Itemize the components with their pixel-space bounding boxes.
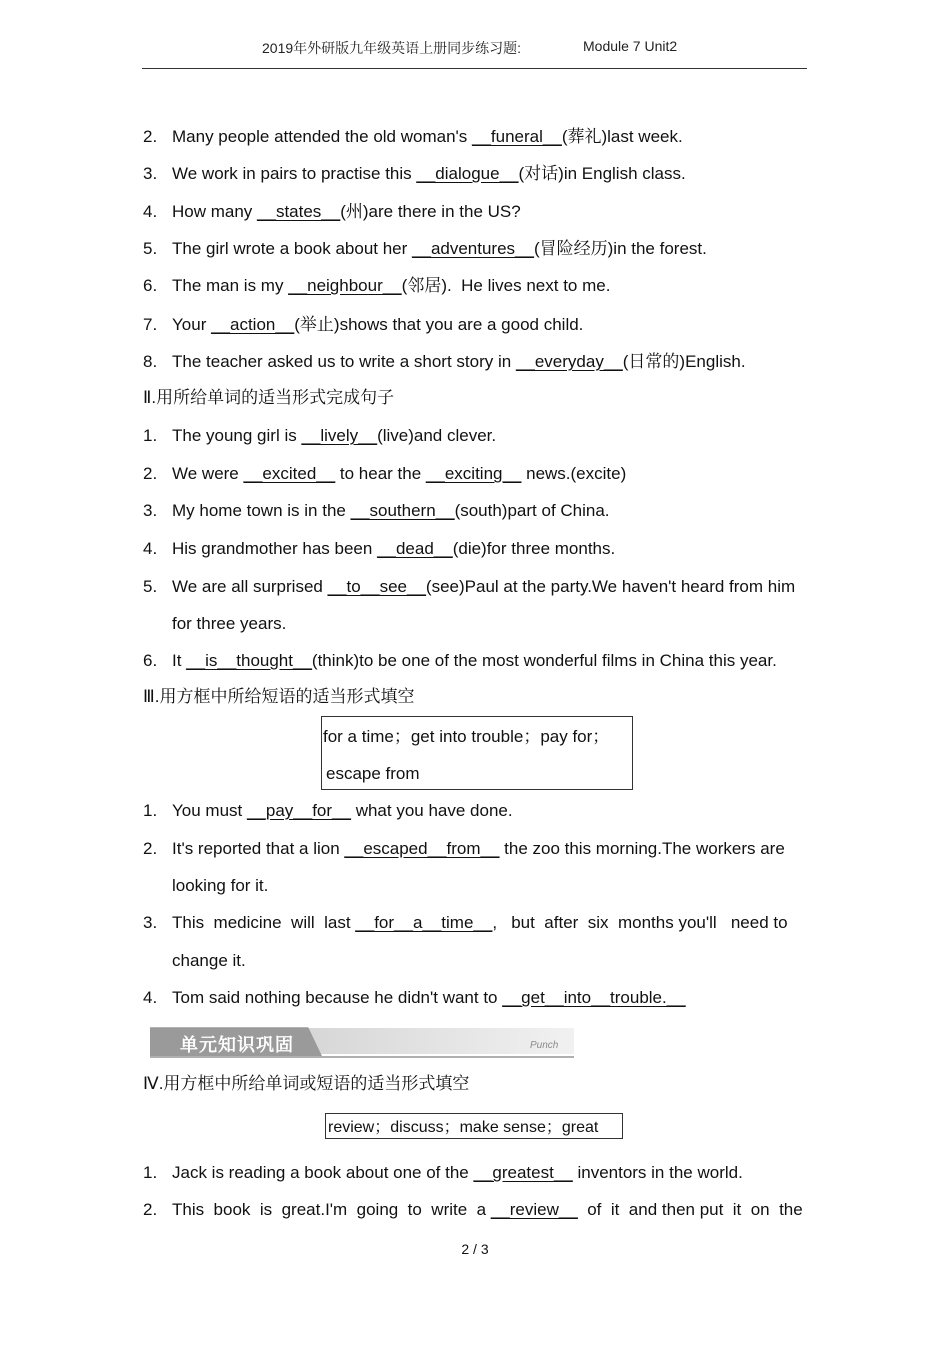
answer-blank: __pay__for__ xyxy=(246,801,351,820)
exercise-line xyxy=(143,314,583,336)
item-number: 3. xyxy=(143,501,158,520)
item-number: 6. xyxy=(143,651,158,670)
answer-blank: __to__see__ xyxy=(327,577,426,596)
exercise-line xyxy=(143,463,626,485)
question-text: what you have done. xyxy=(350,801,513,820)
item-number: 7. xyxy=(143,315,158,334)
question-text: It's reported that a lion xyxy=(172,839,345,858)
exercise-line xyxy=(143,500,610,522)
question-text: We are all surprised xyxy=(172,577,328,596)
exercise-line xyxy=(143,163,686,185)
exercise-line xyxy=(143,1199,803,1221)
section-heading: Ⅳ.用方框中所给单词或短语的适当形式填空 xyxy=(143,1074,470,1093)
phrase-box-1 xyxy=(321,716,633,790)
item-number: 5. xyxy=(143,577,158,596)
banner-punch-tag: Punch xyxy=(530,1040,559,1051)
question-text: Jack is reading a book about one of the xyxy=(172,1163,474,1182)
item-number: 5. xyxy=(143,239,158,258)
question-text: (葬礼)last week. xyxy=(561,127,683,146)
question-text: , but after six months you'll need to xyxy=(492,913,788,932)
question-text: of it and then put it on the xyxy=(577,1200,803,1219)
item-number: 4. xyxy=(143,202,158,221)
exercise-line xyxy=(143,650,777,672)
exercise-line xyxy=(143,425,496,447)
phrase-box-1-line-2: escape from xyxy=(326,764,420,783)
question-text: It xyxy=(172,651,187,670)
answer-blank: __review__ xyxy=(490,1200,578,1219)
exercise-line xyxy=(143,800,513,822)
question-text: (see)Paul at the party.We haven't heard from him xyxy=(425,577,796,596)
item-number: 2. xyxy=(143,839,158,858)
exercise-line xyxy=(143,1162,743,1184)
question-text: news.(excite) xyxy=(521,464,627,483)
question-text: His grandmother has been xyxy=(172,539,378,558)
question-text: inventors in the world. xyxy=(572,1163,743,1182)
question-text: The girl wrote a book about her xyxy=(172,239,413,258)
question-text: My home town is in the xyxy=(172,501,351,520)
page-header xyxy=(142,36,807,69)
question-text: How many xyxy=(172,202,258,221)
question-text: looking for it. xyxy=(172,876,269,895)
question-text: (die)for three months. xyxy=(452,539,616,558)
exercise-line xyxy=(143,912,788,934)
item-number: 4. xyxy=(143,539,158,558)
question-text: Your xyxy=(172,315,212,334)
answer-blank: __states__ xyxy=(257,202,341,221)
answer-blank: __lively__ xyxy=(301,426,378,445)
answer-blank: __everyday__ xyxy=(515,352,623,371)
item-number: 6. xyxy=(143,276,158,295)
phrase-box-2 xyxy=(325,1113,623,1139)
exercise-line xyxy=(143,275,610,297)
question-text: (州)are there in the US? xyxy=(340,202,521,221)
unit-review-banner xyxy=(150,1022,574,1060)
exercise-line xyxy=(143,126,683,148)
exercise-line xyxy=(143,351,746,373)
question-text: You must xyxy=(172,801,247,820)
phrase-box-2-text: review；discuss；make sense；great xyxy=(328,1119,599,1136)
exercise-line xyxy=(143,538,615,560)
page-number: 2 / 3 xyxy=(461,1241,489,1257)
item-number: 1. xyxy=(143,801,158,820)
section-heading: Ⅲ.用方框中所给短语的适当形式填空 xyxy=(143,687,415,706)
question-text: The young girl is xyxy=(172,426,302,445)
answer-blank: __for__a__time__ xyxy=(355,913,493,932)
question-text: This book is great.I'm going to write a xyxy=(172,1200,491,1219)
answer-blank: __greatest__ xyxy=(473,1163,573,1182)
exercise-line xyxy=(143,238,707,260)
answer-blank: __dead__ xyxy=(377,539,453,558)
item-number: 3. xyxy=(143,164,158,183)
banner-base-line xyxy=(150,1056,574,1058)
question-text: The teacher asked us to write a short story in xyxy=(172,352,516,371)
question-text: (think)to be one of the most wonderful films in China this year. xyxy=(311,651,777,670)
answer-blank: __funeral__ xyxy=(472,127,562,146)
banner-label: 单元知识巩固 xyxy=(180,1035,294,1056)
question-text: (live)and clever. xyxy=(377,426,497,445)
question-text: (south)part of China. xyxy=(454,501,610,520)
question-text: (邻居). He lives next to me. xyxy=(401,276,611,295)
item-number: 2. xyxy=(143,127,158,146)
header-module: Module 7 Unit2 xyxy=(583,38,678,54)
question-text: (对话)in English class. xyxy=(518,164,686,183)
exercise-line xyxy=(143,201,521,223)
item-number: 2. xyxy=(143,1200,158,1219)
item-number: 4. xyxy=(143,988,158,1007)
question-text: (日常的)English. xyxy=(622,352,746,371)
item-number: 8. xyxy=(143,352,158,371)
exercise-line xyxy=(143,838,785,860)
question-text: (举止)shows that you are a good child. xyxy=(294,315,584,334)
item-number: 2. xyxy=(143,464,158,483)
question-text: to hear the xyxy=(335,464,426,483)
item-number: 1. xyxy=(143,1163,158,1182)
answer-blank: __escaped__from__ xyxy=(344,839,500,858)
question-text: We were xyxy=(172,464,244,483)
question-text: Many people attended the old woman's xyxy=(172,127,472,146)
question-text: (冒险经历)in the forest. xyxy=(533,239,707,258)
answer-blank: __southern__ xyxy=(350,501,455,520)
answer-blank: __get__into__trouble.__ xyxy=(502,988,686,1007)
answer-blank: __is__thought__ xyxy=(186,651,312,670)
question-text: This medicine will last xyxy=(172,913,356,932)
item-number: 3. xyxy=(143,913,158,932)
answer-blank: __action__ xyxy=(211,315,295,334)
answer-blank: __exciting__ xyxy=(425,464,522,483)
phrase-box-1-line-1: for a time；get into trouble；pay for； xyxy=(323,727,610,746)
answer-blank: __adventures__ xyxy=(412,239,534,258)
question-text: We work in pairs to practise this xyxy=(172,164,417,183)
question-text: Tom said nothing because he didn't want to xyxy=(172,988,503,1007)
answer-blank: __dialogue__ xyxy=(416,164,519,183)
question-text: the zoo this morning.The workers are xyxy=(499,839,785,858)
answer-blank: __excited__ xyxy=(243,464,336,483)
exercise-line xyxy=(143,576,795,598)
question-text: The man is my xyxy=(172,276,289,295)
item-number: 1. xyxy=(143,426,158,445)
exercise-line xyxy=(143,875,268,897)
header-title: 2019年外研版九年级英语上册同步练习题: xyxy=(262,40,522,56)
answer-blank: __neighbour__ xyxy=(288,276,402,295)
exercise-line xyxy=(143,613,286,635)
section-heading: Ⅱ.用所给单词的适当形式完成句子 xyxy=(143,388,395,407)
exercise-line xyxy=(143,987,686,1009)
question-text: change it. xyxy=(172,951,246,970)
question-text: for three years. xyxy=(172,614,287,633)
exercise-line xyxy=(143,950,246,972)
